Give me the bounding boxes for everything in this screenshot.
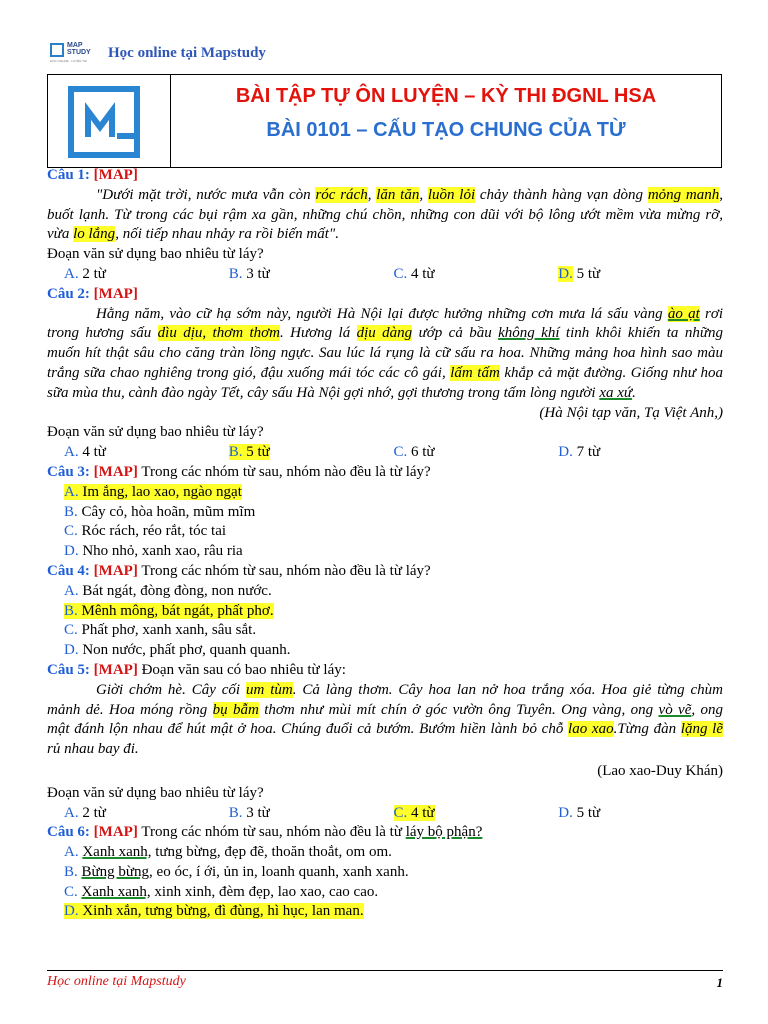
q2-passage-line: sữa mùa thu, cành đào ngày Tết, cây sấu Hà Nội gợi nhớ, gợi thương trong tấm lòng người xa xứ. — [47, 384, 636, 401]
q5-passage-line: rủ nhau bay đi. — [47, 741, 139, 758]
option-c[interactable]: C. 4 từ — [393, 265, 435, 282]
q5-passage-line: mật đánh lộn nhau để hút mật ở hoa. Chúng đuổi cả bướm. Bướm hiền lành bỏ chỗ lao xao.Từng đàn lặng lẽ — [47, 721, 723, 738]
option-b[interactable]: B. 3 từ — [228, 265, 270, 282]
q5-source: (Lao xao-Duy Khán) — [597, 762, 723, 779]
q2-options — [47, 443, 723, 463]
q2-prompt: Đoạn văn sử dụng bao nhiêu từ láy? — [47, 424, 264, 441]
option-c-answer[interactable]: C. 4 từ — [393, 804, 435, 821]
question-3-header: Câu 3: [MAP] Trong các nhóm từ sau, nhóm nào đều là từ láy? — [47, 463, 431, 480]
option-b-answer[interactable]: B. 5 từ — [228, 444, 270, 461]
question-4-header: Câu 4: [MAP] Trong các nhóm từ sau, nhóm nào đều là từ láy? — [47, 562, 431, 579]
q1-options — [47, 265, 723, 285]
option-c[interactable]: C. 6 từ — [393, 444, 435, 461]
option-d[interactable]: D. Nho nhỏ, xanh xao, râu ria — [64, 543, 243, 560]
mapstudy-logo: MAP STUDY HỌC ONLINE · LUYỆN THI — [50, 42, 91, 63]
mapstudy-m-logo-icon — [66, 83, 152, 161]
q2-source: (Hà Nội tạp văn, Tạ Việt Anh,) — [539, 404, 723, 421]
option-c[interactable]: C. Phất phơ, xanh xanh, sâu sắt. — [64, 622, 257, 639]
q1-prompt: Đoạn văn sử dụng bao nhiêu từ láy? — [47, 246, 264, 263]
q2-passage-line: trắng sữa chao nghiêng trong gió, đậu xuống mái tóc các cô gái, lấm tấm khắp cả mặt đường. Giống như hoa — [47, 364, 724, 381]
option-c[interactable]: C. Xanh xanh, xinh xinh, đèm đẹp, lao xao, cao cao. — [64, 883, 379, 900]
option-a-answer[interactable]: A. Im ắng, lao xao, ngào ngạt — [64, 483, 242, 500]
q5-passage-line: Giời chớm hè. Cây cối um tùm. Cả làng thơm. Cây hoa lan nở hoa trắng xóa. Hoa giẻ từng chùm — [96, 681, 723, 698]
title-box — [47, 74, 722, 168]
option-d-answer[interactable]: D. Xinh xắn, tưng bừng, đì đùng, hì hục, lan man. — [64, 903, 364, 920]
q1-passage-line: vừa lo lắng, nối tiếp nhau nhảy ra rồi biến mất". — [47, 226, 339, 243]
q5-prompt: Đoạn văn sử dụng bao nhiêu từ láy? — [47, 784, 264, 801]
option-b[interactable]: B. Bừng bừng, eo óc, í ới, ủn in, loanh quanh, xanh xanh. — [64, 863, 409, 880]
option-b[interactable]: B. 3 từ — [228, 804, 270, 821]
logo-cell — [48, 75, 171, 167]
option-b[interactable]: B. Cây cỏ, hòa hoãn, mũm mĩm — [64, 503, 256, 520]
option-a[interactable]: A. 4 từ — [64, 444, 106, 461]
site-title[interactable]: Học online tại Mapstudy — [108, 44, 266, 61]
question-5-header: Câu 5: [MAP] Đoạn văn sau có bao nhiêu từ láy: — [47, 661, 346, 678]
page-header — [50, 40, 266, 66]
option-d-answer[interactable]: D. 5 từ — [558, 265, 601, 282]
worksheet-content — [47, 166, 723, 922]
question-2-header: Câu 2: [MAP] — [47, 285, 138, 302]
q2-passage-line: muốn hít thật sâu cho căng tràn lồng ngực. Sau lúc lá rụng là cữ sấu ra hoa. Những mảng hoa hình sao màu — [47, 345, 723, 362]
q2-passage-line: trong hương sấu dìu dịu, thơm thơm. Hương lá dịu dàng ướp cả bầu không khí tinh khôi khiến ta những — [47, 325, 723, 342]
exam-title: BÀI TẬP TỰ ÔN LUYỆN – KỲ THI ĐGNL HSA — [235, 85, 657, 107]
option-a[interactable]: A. 2 từ — [64, 265, 106, 282]
page-number: 1 — [716, 975, 723, 990]
option-d[interactable]: D. 5 từ — [558, 804, 601, 821]
option-d[interactable]: D. Non nước, phất phơ, quanh quanh. — [64, 642, 291, 659]
q5-passage-line: mảnh dẻ. Hoa móng rồng bụ bẫm thơm như mùi mít chín ở góc vườn ông Tuyên. Ong vàng, ong vò vẽ, ong — [47, 701, 724, 718]
option-a[interactable]: A. Xanh xanh, tưng bừng, đẹp đẽ, thoăn thoắt, om om. — [64, 844, 392, 861]
option-c[interactable]: C. Róc rách, réo rắt, tóc tai — [64, 523, 227, 540]
lesson-title: BÀI 0101 – CẤU TẠO CHUNG CỦA TỪ — [266, 119, 626, 141]
title-cell — [171, 75, 721, 167]
option-b-answer[interactable]: B. Mênh mông, bát ngát, phất phơ. — [64, 602, 274, 619]
q1-passage-line: "Dưới mặt trời, nước mưa vẫn còn róc rách, lăn tăn, luồn lỏi chảy thành hàng vạn dòng mỏng manh, — [96, 186, 724, 203]
page-footer — [47, 970, 723, 990]
question-1-header: Câu 1: [MAP] — [47, 167, 138, 183]
question-6-header: Câu 6: [MAP] Trong các nhóm từ sau, nhóm nào đều là từ láy bộ phận? — [47, 824, 483, 841]
option-a[interactable]: A. 2 từ — [64, 804, 106, 821]
q1-passage-line: buốt lạnh. Từ trong các bụi rậm xa gần, những chú chồn, những con dũi với bộ lông ướt mềm vừa mừng rỡ, — [47, 206, 723, 223]
option-a[interactable]: A. Bát ngát, đòng đòng, non nước. — [64, 582, 272, 599]
option-d[interactable]: D. 7 từ — [558, 444, 601, 461]
q5-options — [47, 804, 723, 824]
footer-site-link[interactable]: Học online tại Mapstudy — [47, 974, 186, 989]
q2-passage-line: Hằng năm, vào cữ hạ sớm này, người Hà Nội lại được hưởng những cơn mưa lá sấu vàng ào ạt rơi — [96, 305, 723, 322]
